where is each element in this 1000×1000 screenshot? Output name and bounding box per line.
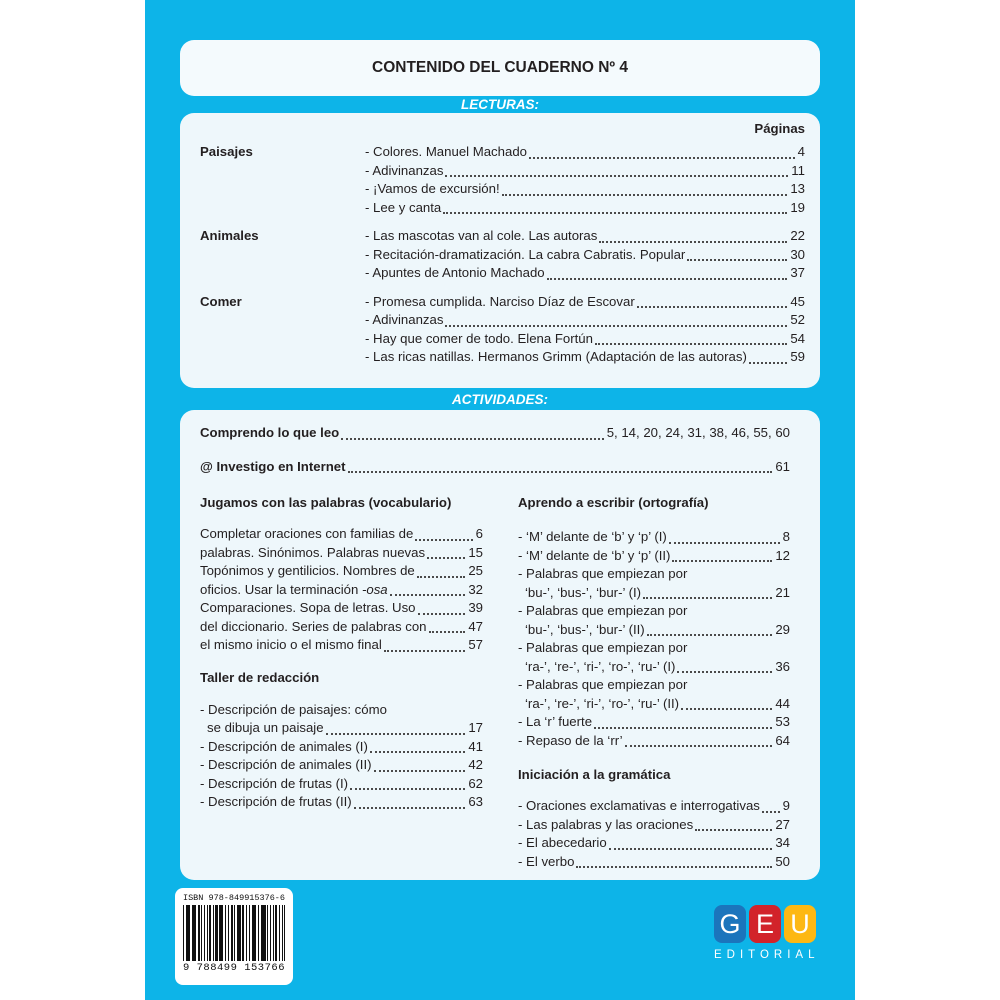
entry-text: - Recitación-dramatización. La cabra Cabratis. Popular (365, 246, 686, 262)
entry-text: - Palabras que empiezan por (518, 603, 688, 618)
toc-entry (200, 756, 483, 775)
toc-entry (518, 639, 790, 658)
dotted-leader (647, 634, 773, 636)
entry-text-regular: oficios. Usar la terminación (200, 581, 362, 597)
entry-page: 13 (790, 181, 805, 196)
dotted-leader (384, 650, 466, 652)
toc-entry (518, 797, 790, 816)
entry-page: 41 (468, 738, 483, 754)
lecturas-group-animales (200, 227, 805, 283)
entry-text: - Descripción de paisajes: cómo (200, 701, 387, 717)
lecturas-group-comer (200, 293, 805, 367)
dotted-leader (643, 597, 772, 599)
toc-entry (518, 732, 790, 751)
entry-text: - ‘M’ delante de ‘b’ y ‘p’ (II) (518, 547, 671, 563)
gramatica-title: Iniciación a la gramática (518, 767, 671, 782)
toc-entry-continuation (518, 584, 790, 603)
entry-page: 36 (775, 658, 790, 674)
dotted-leader (445, 325, 787, 327)
dotted-leader (443, 212, 787, 214)
dotted-leader (529, 157, 795, 159)
entry-page: 27 (775, 816, 790, 832)
dotted-leader (417, 576, 466, 578)
entry-text: palabras. Sinónimos. Palabras nuevas (200, 544, 426, 560)
entry-text: - ¡Vamos de excursión! (365, 181, 500, 196)
dotted-leader (595, 343, 787, 345)
entry-page: 11 (791, 162, 805, 178)
entry-page: 8 (782, 529, 790, 544)
entry-page: 32 (468, 581, 483, 597)
entry-page: 42 (468, 757, 483, 772)
two-column-area (200, 494, 790, 871)
entry-text: - La ‘r’ fuerte (518, 714, 593, 729)
barcode (175, 888, 293, 985)
entry-text: - Lee y canta (365, 199, 442, 215)
dotted-leader (341, 438, 603, 440)
dotted-leader (445, 175, 788, 177)
entry-text: - Las palabras y las oraciones (518, 816, 694, 832)
entry-page: 37 (790, 265, 805, 280)
dotted-leader (547, 278, 788, 280)
lecturas-card (180, 113, 820, 388)
logo-letter-e: E (749, 905, 781, 943)
entry-pages: 5, 14, 20, 24, 31, 38, 46, 55, 60 (606, 425, 790, 440)
entry-text: - Palabras que empiezan por (518, 677, 688, 692)
toc-entry-continuation (200, 719, 483, 738)
entry-text: Comprendo lo que leo (200, 425, 340, 440)
category-label: Animales (200, 228, 259, 243)
entry-page: 45 (790, 293, 805, 309)
entry-text: Topónimos y gentilicios. Nombres de (200, 563, 415, 578)
toc-entry-investigo (200, 458, 790, 477)
toc-entry (200, 618, 483, 637)
category-label: Comer (200, 293, 242, 309)
entry-page: 54 (790, 330, 805, 346)
entry-page: 29 (775, 621, 790, 637)
actividades-card (180, 410, 820, 880)
dotted-leader (609, 848, 773, 850)
toc-entry (200, 599, 483, 618)
entry-page: 50 (775, 853, 790, 869)
entry-page: 39 (468, 600, 483, 615)
dotted-leader (762, 811, 780, 813)
toc-entry (200, 525, 483, 544)
entry-text: - Descripción de animales (I) (200, 738, 368, 754)
dotted-leader (681, 708, 772, 710)
toc-entry (200, 775, 483, 794)
entry-text: - Descripción de frutas (II) (200, 794, 352, 809)
entry-text: - El abecedario (518, 835, 607, 850)
lecturas-group-paisajes (200, 143, 805, 217)
entry-page: 34 (775, 835, 790, 850)
group-entries (365, 227, 805, 283)
toc-entry (365, 330, 805, 349)
entry-page: 9 (782, 798, 790, 813)
entry-text: - Descripción de animales (II) (200, 757, 372, 772)
toc-entry (200, 793, 483, 812)
entry-page: 22 (790, 228, 805, 243)
toc-entry (200, 636, 483, 655)
toc-entry (518, 528, 790, 547)
dotted-leader (348, 471, 773, 473)
barcode-bars (183, 905, 285, 961)
dotted-leader (374, 770, 466, 772)
entry-text: se dibuja un paisaje (207, 720, 324, 735)
ortografia-title: Aprendo a escribir (ortografía) (518, 495, 709, 510)
logo-letter-u: U (784, 905, 816, 943)
pages-column-label: Páginas (754, 121, 805, 136)
entry-text (200, 581, 388, 600)
dotted-leader (576, 866, 772, 868)
dotted-leader (350, 788, 465, 790)
dotted-leader (672, 560, 772, 562)
dotted-leader (370, 751, 465, 753)
lecturas-section-header: LECTURAS: (461, 97, 539, 112)
entry-text: - Colores. Manuel Machado (365, 144, 527, 159)
toc-entry-comprendo (200, 424, 790, 443)
entry-page: 12 (775, 547, 790, 563)
dotted-leader (326, 733, 466, 735)
geu-logo-tiles (714, 905, 816, 943)
toc-entry (200, 701, 483, 720)
toc-entry (518, 834, 790, 853)
toc-entry (365, 227, 805, 246)
back-cover (145, 0, 855, 1000)
toc-entry (365, 199, 805, 218)
entry-text: - Oraciones exclamativas e interrogativas (518, 798, 760, 813)
redaccion-title: Taller de redacción (200, 669, 320, 685)
dotted-leader (687, 259, 787, 261)
dotted-leader (594, 727, 772, 729)
entry-text: - Apuntes de Antonio Machado (365, 265, 545, 280)
entry-page: 17 (468, 720, 483, 735)
entry-page: 62 (468, 775, 483, 791)
entry-page: 25 (468, 563, 483, 578)
dotted-leader (599, 241, 787, 243)
toc-entry (518, 853, 790, 872)
toc-entry-continuation (518, 621, 790, 640)
toc-entry (365, 293, 805, 312)
dotted-leader (637, 306, 788, 308)
entry-page: 21 (775, 584, 790, 600)
entry-text: ‘ra-’, ‘re-’, ‘ri-’, ‘ro-’, ‘ru-’ (I) (525, 658, 676, 674)
entry-text: - Las mascotas van al cole. Las autoras (365, 228, 598, 243)
entry-text: - Descripción de frutas (I) (200, 775, 349, 791)
toc-entry-continuation (518, 658, 790, 677)
toc-entry (200, 581, 483, 600)
logo-letter-g: G (714, 905, 746, 943)
isbn-text: ISBN 978-849915376-6 (182, 893, 286, 903)
entry-text: - ‘M’ delante de ‘b’ y ‘p’ (I) (518, 529, 667, 544)
dotted-leader (625, 745, 773, 747)
actividades-section-header: ACTIVIDADES: (451, 392, 548, 407)
dotted-leader (695, 829, 772, 831)
entry-page: 61 (775, 458, 790, 474)
dotted-leader (427, 557, 465, 559)
entry-text: - Hay que comer de todo. Elena Fortún (365, 330, 593, 346)
vocabulario-title: Jugamos con las palabras (vocabulario) (200, 495, 452, 510)
toc-entry (518, 676, 790, 695)
toc-entry (200, 738, 483, 757)
dotted-leader (502, 194, 788, 196)
toc-entry (365, 143, 805, 162)
geu-editorial-logo (714, 905, 820, 961)
toc-entry (200, 562, 483, 581)
dotted-leader (415, 539, 472, 541)
toc-entry (365, 348, 805, 367)
dotted-leader (390, 594, 466, 596)
entry-text: - Palabras que empiezan por (518, 640, 688, 655)
entry-text: @ Investigo en Internet (200, 458, 346, 474)
dotted-leader (354, 807, 466, 809)
dotted-leader (677, 671, 772, 673)
toc-entry (365, 311, 805, 330)
entry-text: el mismo inicio o el mismo final (200, 637, 382, 652)
entry-text: - Palabras que empiezan por (518, 566, 688, 581)
entry-page: 30 (790, 246, 805, 262)
entry-page: 53 (775, 714, 790, 729)
dotted-leader (429, 631, 466, 633)
entry-text: ‘ra-’, ‘re-’, ‘ri-’, ‘ro-’, ‘ru-’ (II) (525, 695, 680, 711)
category-label: Paisajes (200, 144, 253, 159)
entry-text: del diccionario. Series de palabras con (200, 618, 427, 634)
entry-page: 52 (790, 312, 805, 327)
toc-entry (365, 246, 805, 265)
entry-text: ‘bu-’, ‘bus-’, ‘bur-’ (I) (525, 584, 642, 600)
entry-text: Completar oraciones con familias de (200, 526, 414, 541)
logo-subtitle: EDITORIAL (714, 949, 820, 961)
dotted-leader (418, 613, 466, 615)
entry-page: 44 (775, 695, 790, 711)
entry-page: 19 (790, 199, 805, 215)
dotted-leader (749, 362, 787, 364)
entry-text: - Adivinanzas (365, 312, 444, 327)
toc-entry-continuation (518, 695, 790, 714)
toc-entry (365, 180, 805, 199)
entry-text: - Promesa cumplida. Narciso Díaz de Escovar (365, 293, 635, 309)
toc-entry (518, 565, 790, 584)
toc-entry (200, 544, 483, 563)
entry-text: - Adivinanzas (365, 162, 444, 178)
group-entries (365, 143, 805, 217)
toc-entry (518, 816, 790, 835)
entry-text: ‘bu-’, ‘bus-’, ‘bur-’ (II) (525, 621, 645, 637)
dotted-leader (669, 542, 780, 544)
toc-entry (518, 547, 790, 566)
toc-entry (518, 713, 790, 732)
toc-entry (365, 264, 805, 283)
entry-text: - Las ricas natillas. Hermanos Grimm (Adaptación de las autoras) (365, 349, 747, 364)
toc-entry (365, 162, 805, 181)
contents-title-card (180, 40, 820, 96)
entry-page: 59 (790, 349, 805, 364)
entry-text: - El verbo (518, 853, 575, 869)
entry-page: 15 (468, 544, 483, 560)
entry-text-italic: -osa (361, 581, 388, 597)
entry-text: - Repaso de la ‘rr’ (518, 732, 623, 748)
entry-page: 47 (468, 618, 483, 634)
entry-page: 57 (468, 637, 483, 652)
entry-page: 4 (797, 144, 805, 159)
column-vocabulario-redaccion (200, 494, 483, 871)
column-ortografia-gramatica (518, 494, 790, 871)
page-title: CONTENIDO DEL CUADERNO Nº 4 (372, 59, 628, 76)
toc-entry (518, 602, 790, 621)
ean-digits: 9 788499 153766 (182, 962, 285, 974)
entry-page: 63 (468, 794, 483, 809)
entry-page: 64 (775, 732, 790, 748)
entry-page: 6 (475, 526, 483, 541)
group-entries (365, 293, 805, 367)
entry-text: Comparaciones. Sopa de letras. Uso (200, 600, 416, 615)
